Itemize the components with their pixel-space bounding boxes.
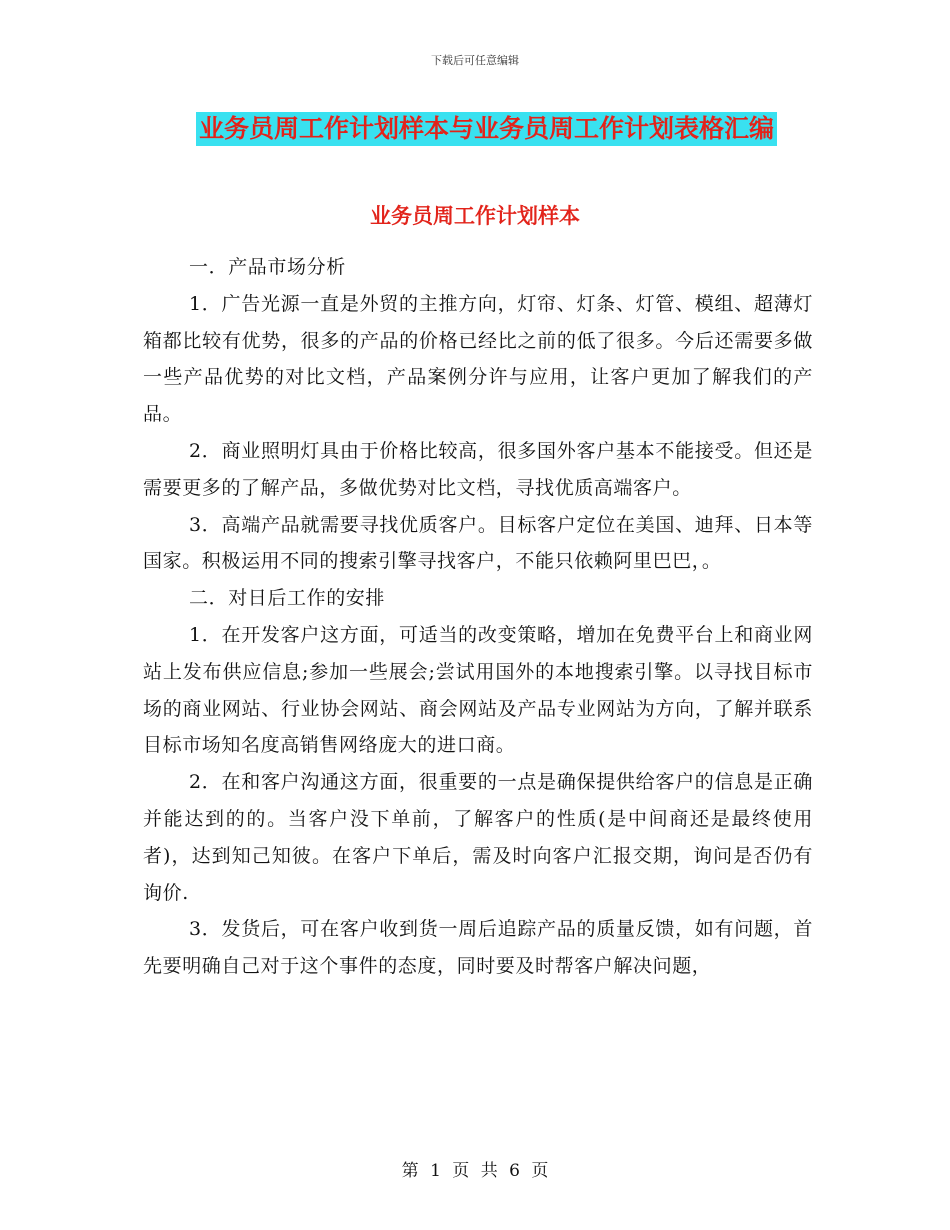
section-title: 业务员周工作计划样本: [370, 204, 580, 228]
paragraph: 1．广告光源一直是外贸的主推方向，灯帘、灯条、灯管、模组、超薄灯箱都比较有优势，很多的产品的价格已经比之前的低了很多。今后还需要多做一些产品优势的对比文档，产品案例分许与应用，让客户更加了解我们的产品。: [143, 292, 813, 426]
paragraph: 2．商业照明灯具由于价格比较高，很多国外客户基本不能接受。但还是需要更多的了解产品，多做优势对比文档，寻找优质高端客户。: [143, 439, 813, 499]
paragraph: 2．在和客户沟通这方面，很重要的一点是确保提供给客户的信息是正确并能达到的的。当客户没下单前，了解客户的性质(是中间商还是最终使用者)，达到知己知彼。在客户下单后，需及时向客户汇报交期，询问是否仍有询价.: [143, 771, 813, 904]
header-note: 下载后可任意编辑: [431, 54, 519, 67]
paragraph: 3．高端产品就需要寻找优质客户。目标客户定位在美国、迪拜、日本等国家。积极运用不同的搜索引擎寻找客户，不能只依赖阿里巴巴，。: [143, 513, 813, 573]
document-body: [143, 249, 813, 985]
page-number: 第 1 页 共 6 页: [401, 1161, 549, 1181]
main-title: 业务员周工作计划样本与业务员周工作计划表格汇编: [196, 112, 777, 146]
paragraph: 3．发货后，可在客户收到货一周后追踪产品的质量反馈，如有问题，首先要明确自己对于这个事件的态度，同时要及时帮客户解决问题，: [143, 918, 813, 978]
section-heading-work-plan: 二．对日后工作的安排: [189, 587, 386, 610]
section-heading-market-analysis: 一．产品市场分析: [189, 256, 346, 278]
paragraph: 1．在开发客户这方面，可适当的改变策略，增加在免费平台上和商业网站上发布供应信息;参加一些展会;尝试用国外的本地搜索引擎。以寻找目标市场的商业网站、行业协会网站、商会网站及产品专业网站为方向，了解并联系目标市场知名度高销售网络庞大的进口商。: [143, 623, 813, 757]
